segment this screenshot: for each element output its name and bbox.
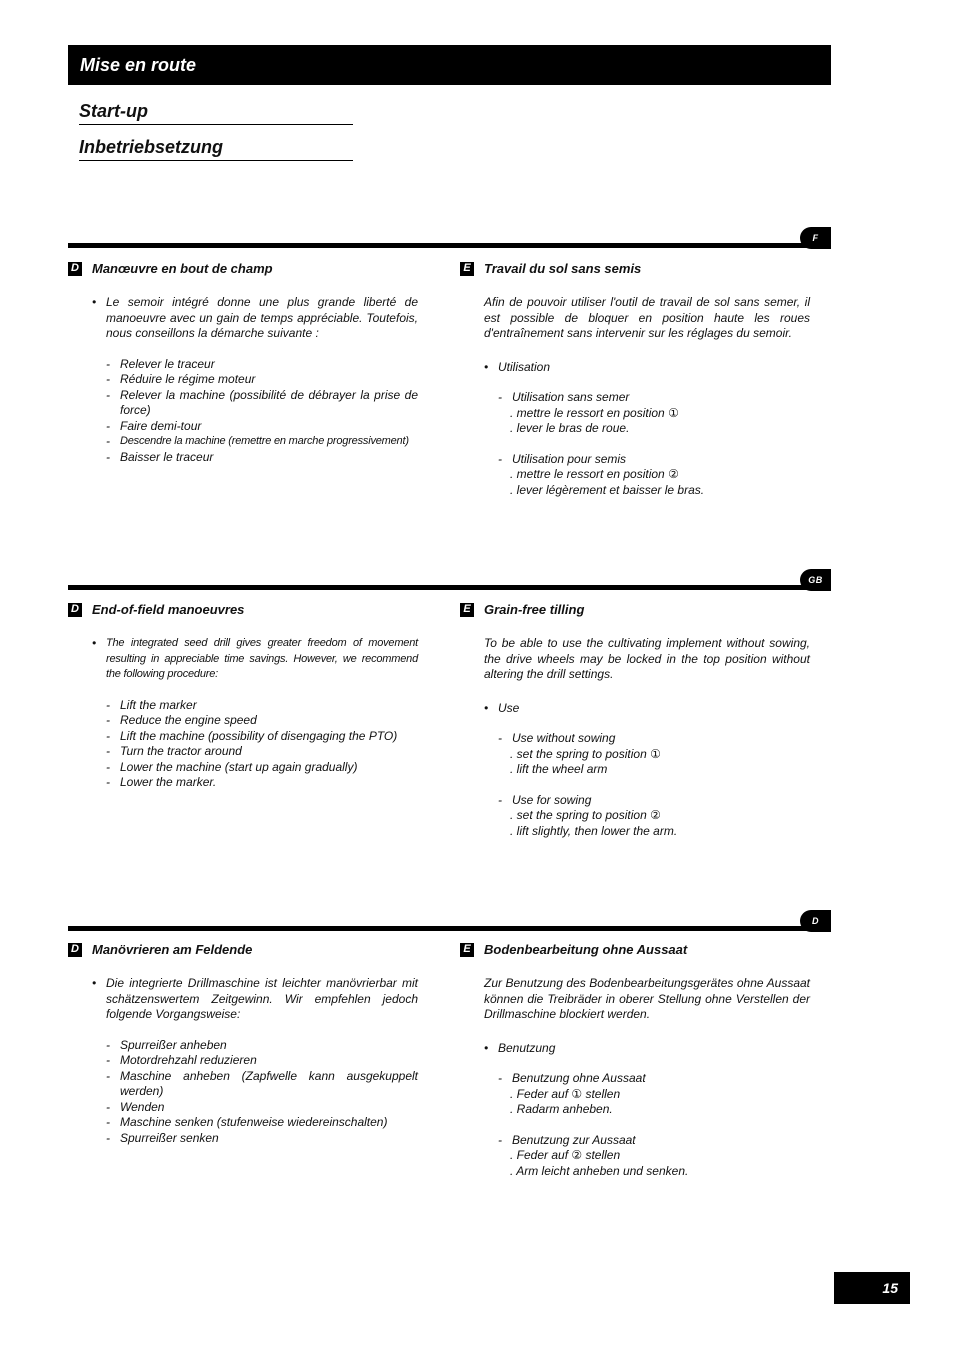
section-fr-right <box>460 261 810 498</box>
section-heading <box>68 261 418 277</box>
intro-text: Zur Benutzung des Bodenbearbeitungsgerätes ohne Aussaat können die Treibräder in oberer Stellung ohne Verstellen der Drillmaschine blockiert werden. <box>484 976 810 1021</box>
option-title: Utilisation sans semer <box>512 390 630 404</box>
list-item: - Descendre la machine (remettre en marche progressivement) <box>106 434 409 448</box>
option-step: . lever le bras de roue. <box>510 421 630 435</box>
list-item: - Maschine anheben (Zapfwelle kann ausgekuppelt werden) <box>106 1068 418 1098</box>
option-title: Use without sowing <box>512 731 616 745</box>
list-item: - Lower the marker. <box>106 775 217 789</box>
option-step: . Feder auf ② stellen <box>510 1148 621 1162</box>
tag-d: D <box>68 262 82 276</box>
intro-text: Le semoir intégré donne une plus grande liberté de manoeuvre avec un gain de temps appréciable. Toutefois, nous conseillons la démarche suivante : <box>106 295 418 340</box>
page-title: Mise en route <box>80 54 197 75</box>
option-title: Benutzung ohne Aussaat <box>512 1071 646 1085</box>
intro-bullet <box>92 295 418 342</box>
section-divider-gb <box>68 585 831 590</box>
list-item: - Lift the marker <box>106 697 197 712</box>
page-number-text: 15 <box>882 1280 898 1296</box>
bullet-mark: • <box>92 295 97 309</box>
use-label: Use <box>498 700 520 715</box>
lang-tab-d: D <box>800 910 831 932</box>
lang-tab-gb: GB <box>800 569 831 591</box>
section-d-right <box>460 942 810 1179</box>
list-item: - Relever le traceur <box>106 356 215 371</box>
heading-title: Bodenbearbeitung ohne Aussaat <box>484 942 688 958</box>
use-option-2: - Use for sowing . set the spring to position ② . lift slightly, then lower the arm. <box>498 793 810 840</box>
section-divider-fr <box>68 243 831 248</box>
use-option-1: - Benutzung ohne Aussaat . Feder auf ① stellen . Radarm anheben. <box>498 1071 810 1118</box>
section-divider-d <box>68 926 831 931</box>
option-step: . set the spring to position ① <box>510 746 661 761</box>
intro-text: Die integrierte Drillmaschine ist leichter manövrierbar mit schätzenswertem Zeitgewinn. Wir empfehlen jedoch folgende Vorgangsweise: <box>106 976 418 1021</box>
heading-title: Manœuvre en bout de champ <box>92 261 273 277</box>
list-item: - Motordrehzahl reduzieren <box>106 1053 257 1067</box>
page-number <box>834 1272 910 1304</box>
heading-title: End-of-field manoeuvres <box>92 602 245 618</box>
tag-d: D <box>68 603 82 617</box>
option-step: . Arm leicht anheben und senken. <box>510 1163 689 1178</box>
procedure-list <box>106 698 418 791</box>
heading-title: Manövrieren am Feldende <box>92 942 253 958</box>
tag-e: E <box>460 262 474 276</box>
list-item: - Baisser le traceur <box>106 449 214 464</box>
option-title: Benutzung zur Aussaat <box>512 1132 636 1147</box>
section-gb-right <box>460 602 810 839</box>
option-step: . lever légèrement et baisser le bras. <box>510 482 705 497</box>
use-label: Utilisation <box>498 359 551 374</box>
section-heading <box>460 942 810 958</box>
intro-bullet: • Die integrierte Drillmaschine ist leichter manövrierbar mit schätzenswertem Zeitgewinn. Wir empfehlen jedoch folgende Vorgangsweise: <box>92 976 418 1021</box>
list-item: - Lower the machine (start up again gradually) <box>106 759 358 774</box>
use-option-2: - Benutzung zur Aussaat . Feder auf ② stellen . Arm leicht anheben und senken. <box>498 1133 810 1180</box>
list-item: - Wenden <box>106 1099 165 1114</box>
procedure-list <box>106 357 418 466</box>
option-step: . lift slightly, then lower the arm. <box>510 823 678 838</box>
list-item: - Maschine senken (stufenweise wiedereinschalten) <box>106 1115 388 1129</box>
section-heading <box>460 261 810 277</box>
option-step: . Feder auf ① stellen <box>510 1086 621 1101</box>
use-option-1: - Utilisation sans semer . mettre le ressort en position ① . lever le bras de roue. <box>498 390 810 437</box>
option-step: . mettre le ressort en position ② <box>510 467 679 481</box>
section-heading <box>68 942 418 958</box>
procedure-list <box>106 1038 418 1147</box>
subtitle-inbetriebsetzung: Inbetriebsetzung <box>79 136 353 161</box>
intro-text: To be able to use the cultivating implement without sowing, the drive wheels may be locked in the top position without altering the drill settings. <box>484 636 810 681</box>
list-item: - Spurreißer senken <box>106 1130 219 1145</box>
subtitle-start-up: Start-up <box>79 100 353 125</box>
option-title: Use for sowing <box>512 792 592 807</box>
option-step: . mettre le ressort en position ① <box>510 405 679 420</box>
list-item: - Faire demi-tour <box>106 418 202 433</box>
section-heading <box>460 602 810 618</box>
tag-d: D <box>68 943 82 957</box>
option-title: Utilisation pour semis <box>512 451 627 466</box>
intro-text: The integrated seed drill gives greater freedom of movement resulting in appreciable time savings. However, we recommend the following procedure: <box>106 637 418 680</box>
page-title-bar <box>68 45 831 85</box>
heading-title: Grain-free tilling <box>484 602 585 618</box>
section-gb-left <box>68 602 418 791</box>
list-item: - Réduire le régime moteur <box>106 372 256 386</box>
list-item: - Lift the machine (possibility of disengaging the PTO) <box>106 728 398 743</box>
use-bullet: • Benutzung <box>484 1041 810 1057</box>
use-label: Benutzung <box>498 1040 556 1055</box>
heading-title: Travail du sol sans semis <box>484 261 642 277</box>
section-d-left <box>68 942 418 1146</box>
section-fr-left <box>68 261 418 465</box>
intro-text: Afin de pouvoir utiliser l'outil de travail de sol sans semer, il est possible de bloquer en position haute les roues d'entraînement sans intervenir sur les réglages du semoir. <box>484 295 810 340</box>
use-option-2: - Utilisation pour semis . mettre le ressort en position ② . lever légèrement et baisser le bras. <box>498 452 810 499</box>
tag-e: E <box>460 603 474 617</box>
use-bullet: • Utilisation <box>484 360 810 376</box>
use-option-1: - Use without sowing . set the spring to position ① . lift the wheel arm <box>498 731 810 778</box>
list-item: - Reduce the engine speed <box>106 713 257 727</box>
list-item: - Spurreißer anheben <box>106 1037 227 1052</box>
list-item: - Turn the tractor around <box>106 744 242 758</box>
section-heading <box>68 602 418 618</box>
list-item: - Relever la machine (possibilité de débrayer la prise de force) <box>106 387 418 417</box>
option-step: . lift the wheel arm <box>510 762 608 776</box>
option-step: . Radarm anheben. <box>510 1102 613 1116</box>
use-bullet: • Use <box>484 701 810 717</box>
tag-e: E <box>460 943 474 957</box>
lang-tab-fr: F <box>800 227 831 249</box>
intro-bullet: • The integrated seed drill gives greater freedom of movement resulting in appreciable time savings. However, we recommend the following procedure: <box>92 636 418 683</box>
option-step: . set the spring to position ② <box>510 808 661 822</box>
